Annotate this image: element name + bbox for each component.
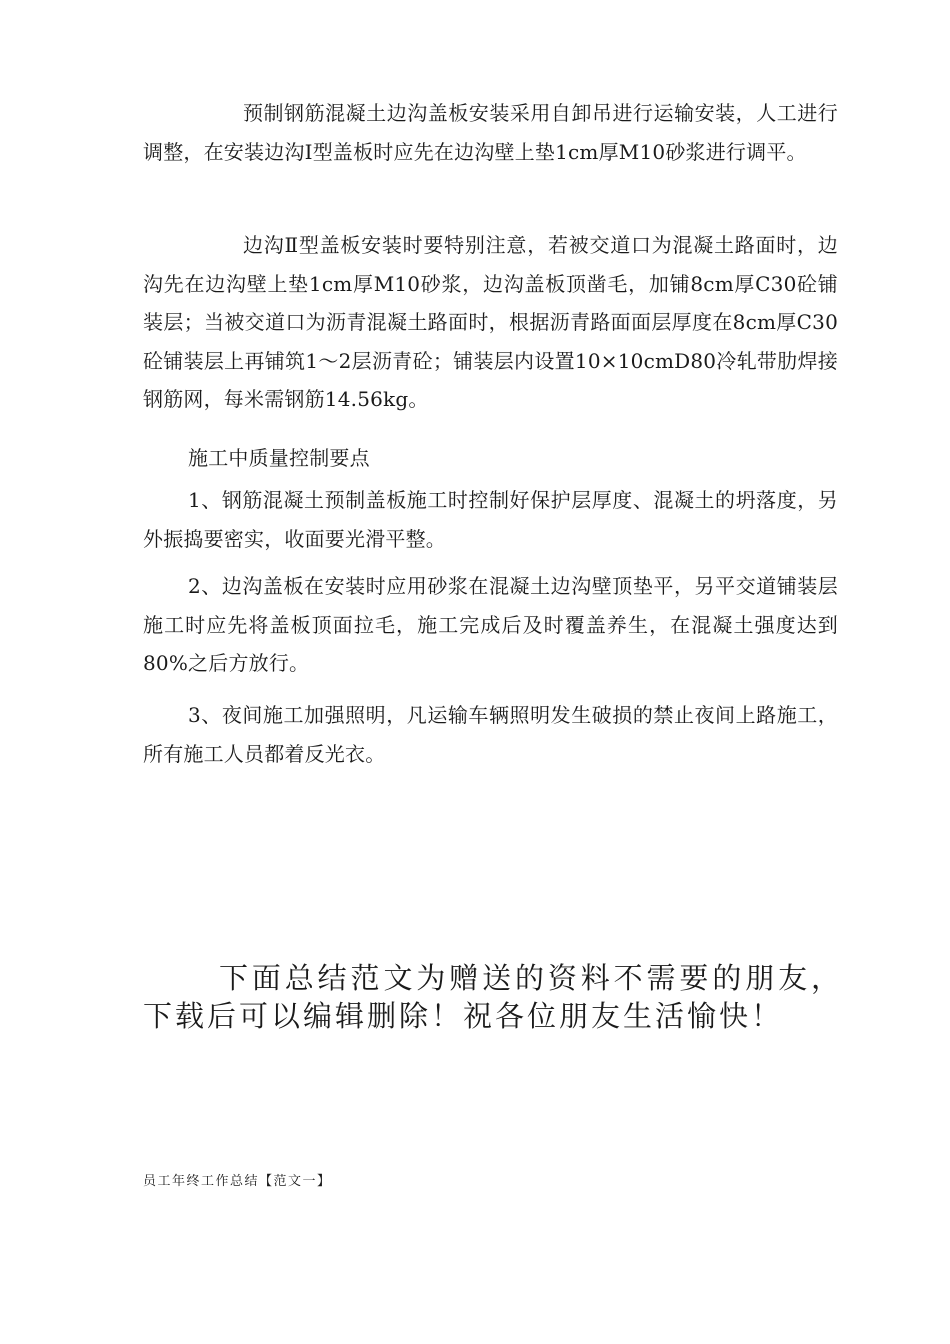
list-item-quality-point-3: 3、夜间施工加强照明，凡运输车辆照明发生破损的禁止夜间上路施工，所有施工人员都着反光衣。 bbox=[143, 703, 838, 766]
next-section-title: 员工年终工作总结【范文一】 bbox=[143, 1174, 332, 1189]
section-heading-quality-control: 施工中质量控制要点 bbox=[188, 446, 370, 470]
paragraph-cover-plate-installation: 预制钢筋混凝土边沟盖板安装采用自卸吊进行运输安装，人工进行调整，在安装边沟Ⅰ型盖板时应先在边沟壁上垫1cm厚M10砂浆进行调平。 bbox=[143, 101, 838, 164]
closing-note: 下面总结范文为赠送的资料不需要的朋友，下载后可以编辑删除！祝各位朋友生活愉快！ bbox=[143, 961, 843, 1033]
list-item-quality-point-1: 1、钢筋混凝土预制盖板施工时控制好保护层厚度、混凝土的坍落度，另外振捣要密实，收面要光滑平整。 bbox=[143, 488, 838, 551]
paragraph-type-ii-cover-plate: 边沟Ⅱ型盖板安装时要特别注意，若被交道口为混凝土路面时，边沟先在边沟壁上垫1cm厚M10砂浆，边沟盖板顶凿毛，加铺8cm厚C30砼铺装层；当被交道口为沥青混凝土路面时，根据沥青路面面层厚度在8cm厚C30砼铺装层上再铺筑1～2层沥青砼；铺装层内设置10×10cmD80冷轧带肋焊接钢筋网，每米需钢筋14.56kg。 bbox=[143, 233, 838, 411]
list-item-quality-point-2: 2、边沟盖板在安装时应用砂浆在混凝土边沟壁顶垫平，另平交道铺装层施工时应先将盖板顶面拉毛，施工完成后及时覆盖养生，在混凝土强度达到80%之后方放行。 bbox=[143, 574, 838, 675]
